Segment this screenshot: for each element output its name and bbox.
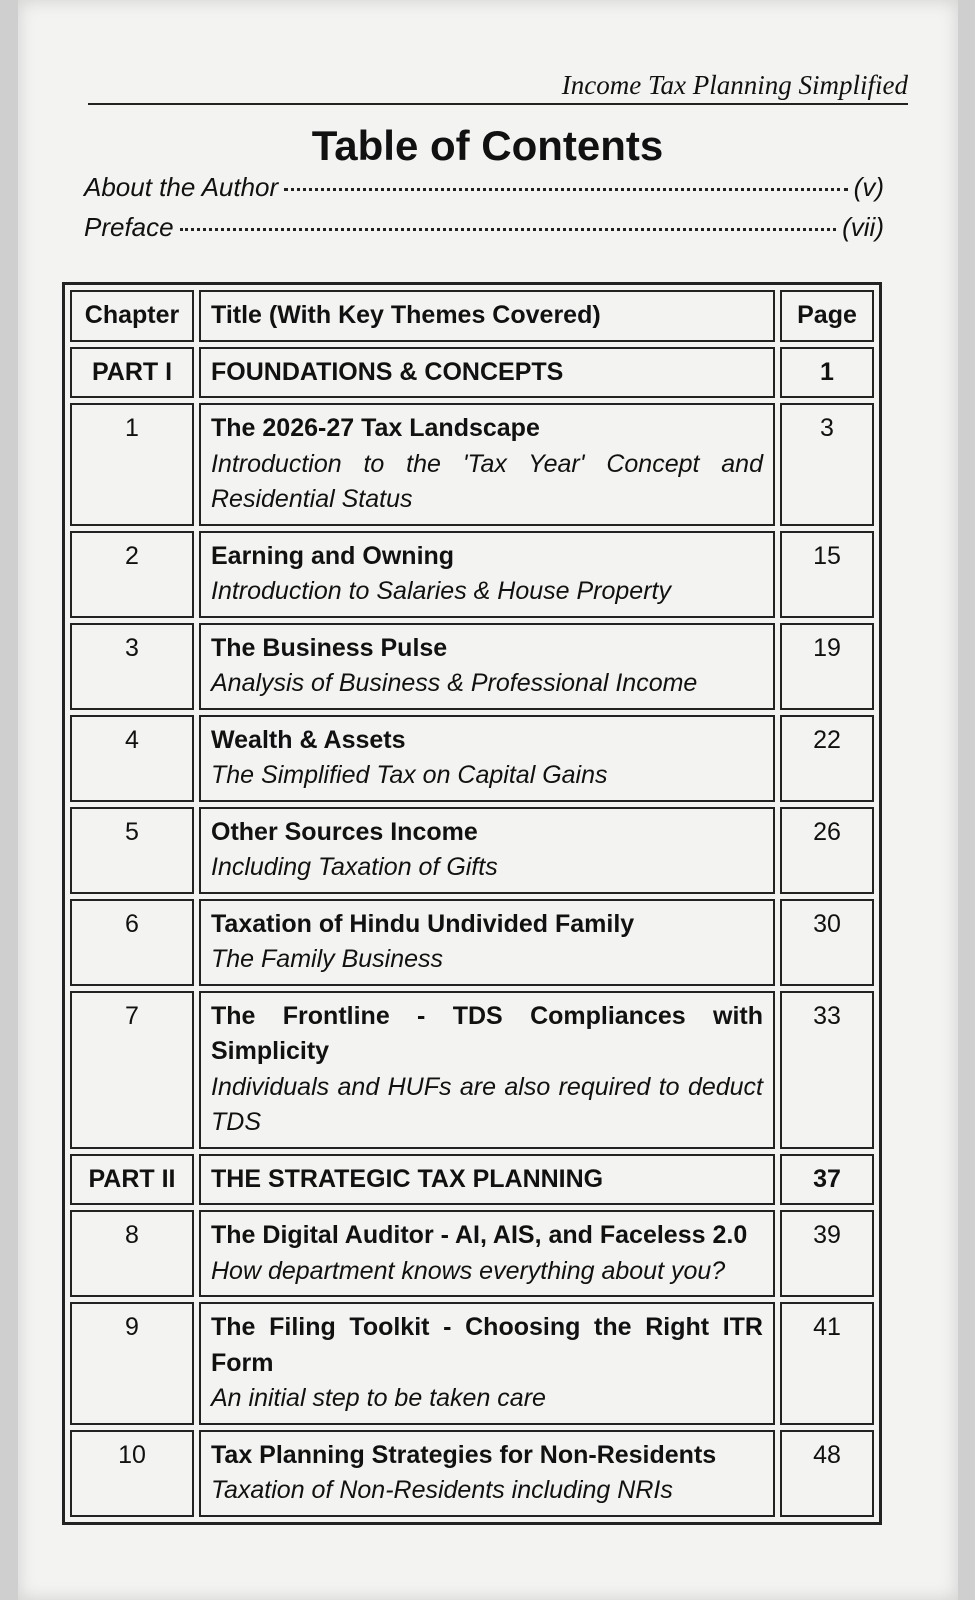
chapter-number: 2 bbox=[70, 531, 194, 618]
chapter-theme: The Simplified Tax on Capital Gains bbox=[211, 761, 608, 789]
chapter-theme: Including Taxation of Gifts bbox=[211, 853, 498, 881]
chapter-number: 3 bbox=[70, 623, 194, 710]
chapter-title: The 2026-27 Tax Landscape bbox=[211, 414, 540, 442]
chapter-title-cell bbox=[199, 1302, 775, 1425]
chapter-number: 8 bbox=[70, 1210, 194, 1297]
chapter-theme: Introduction to the 'Tax Year' Concept and Residential Status bbox=[211, 449, 763, 513]
chapter-row bbox=[70, 623, 874, 710]
chapter-title: The Business Pulse bbox=[211, 633, 448, 662]
column-header-page: Page bbox=[780, 290, 874, 342]
chapter-theme: The Family Business bbox=[211, 945, 444, 973]
chapter-row bbox=[70, 531, 874, 618]
chapter-theme: Analysis of Business & Professional Income bbox=[211, 669, 698, 697]
part-row bbox=[70, 1154, 874, 1206]
chapter-theme: An initial step to be taken care bbox=[211, 1384, 546, 1412]
front-matter-page: (vii) bbox=[842, 212, 884, 242]
chapter-number: 6 bbox=[70, 899, 194, 986]
chapter-row bbox=[70, 1302, 874, 1425]
front-matter-label: About the Author bbox=[84, 172, 279, 202]
column-header-chapter: Chapter bbox=[70, 290, 194, 342]
part-label: PART II bbox=[70, 1154, 194, 1206]
dot-leader bbox=[284, 188, 847, 191]
front-matter-page: (v) bbox=[853, 172, 884, 202]
chapter-title: Taxation of Hindu Undivided Family bbox=[211, 909, 635, 938]
part-title: FOUNDATIONS & CONCEPTS bbox=[199, 347, 775, 399]
page-title: Table of Contents bbox=[311, 122, 664, 169]
page-number: 39 bbox=[780, 1210, 874, 1297]
page-number: 19 bbox=[780, 623, 874, 710]
chapter-title: The Frontline - TDS Compliances with Simplicity bbox=[211, 1001, 763, 1065]
chapter-title-cell bbox=[199, 807, 775, 894]
chapter-title-cell bbox=[199, 715, 775, 802]
chapter-number: 9 bbox=[70, 1302, 194, 1425]
chapter-title-cell bbox=[199, 899, 775, 986]
chapter-title: Wealth & Assets bbox=[211, 725, 406, 754]
chapter-title-cell bbox=[199, 1210, 775, 1297]
contents-table bbox=[62, 282, 882, 1525]
chapter-row bbox=[70, 807, 874, 894]
chapter-number: 5 bbox=[70, 807, 194, 894]
chapter-number: 1 bbox=[70, 403, 194, 526]
chapter-theme: Introduction to Salaries & House Property bbox=[211, 577, 671, 605]
chapter-number: 4 bbox=[70, 715, 194, 802]
chapter-title-cell bbox=[199, 1430, 775, 1517]
chapter-number: 10 bbox=[70, 1430, 194, 1517]
chapter-theme: How department knows everything about you? bbox=[211, 1256, 726, 1285]
chapter-title-cell bbox=[199, 623, 775, 710]
chapter-row bbox=[70, 1210, 874, 1297]
page-number: 37 bbox=[780, 1154, 874, 1206]
page-number: 41 bbox=[780, 1302, 874, 1425]
page-number: 26 bbox=[780, 807, 874, 894]
page-number: 15 bbox=[780, 531, 874, 618]
chapter-theme: Individuals and HUFs are also required to deduct TDS bbox=[211, 1072, 763, 1136]
chapter-row bbox=[70, 715, 874, 802]
page-number: 1 bbox=[780, 347, 874, 399]
chapter-title: The Digital Auditor - AI, AIS, and Faceless 2.0 bbox=[211, 1221, 748, 1249]
page-number: 22 bbox=[780, 715, 874, 802]
page-number: 3 bbox=[780, 403, 874, 526]
chapter-title: The Filing Toolkit - Choosing the Right ITR Form bbox=[211, 1313, 763, 1377]
part-label: PART I bbox=[70, 347, 194, 399]
front-matter-label: Preface bbox=[84, 212, 174, 242]
chapter-title: Earning and Owning bbox=[211, 541, 455, 570]
chapter-title: Other Sources Income bbox=[211, 817, 478, 846]
front-matter-preface bbox=[84, 212, 884, 243]
column-header-title: Title (With Key Themes Covered) bbox=[199, 290, 775, 342]
dot-leader bbox=[180, 228, 837, 231]
table-header-row bbox=[70, 290, 874, 342]
front-matter-about-author bbox=[84, 172, 884, 203]
page-number: 33 bbox=[780, 991, 874, 1149]
chapter-title-cell bbox=[199, 531, 775, 618]
part-title: THE STRATEGIC TAX PLANNING bbox=[199, 1154, 775, 1206]
chapter-row bbox=[70, 1430, 874, 1517]
part-row bbox=[70, 347, 874, 399]
chapter-row bbox=[70, 403, 874, 526]
running-header: Income Tax Planning Simplified bbox=[88, 70, 908, 105]
chapter-title: Tax Planning Strategies for Non-Residents bbox=[211, 1440, 717, 1469]
page-number: 30 bbox=[780, 899, 874, 986]
chapter-title-cell bbox=[199, 991, 775, 1149]
page-number: 48 bbox=[780, 1430, 874, 1517]
chapter-row bbox=[70, 991, 874, 1149]
chapter-theme: Taxation of Non-Residents including NRIs bbox=[211, 1476, 673, 1504]
chapter-title-cell bbox=[199, 403, 775, 526]
chapter-number: 7 bbox=[70, 991, 194, 1149]
chapter-row bbox=[70, 899, 874, 986]
